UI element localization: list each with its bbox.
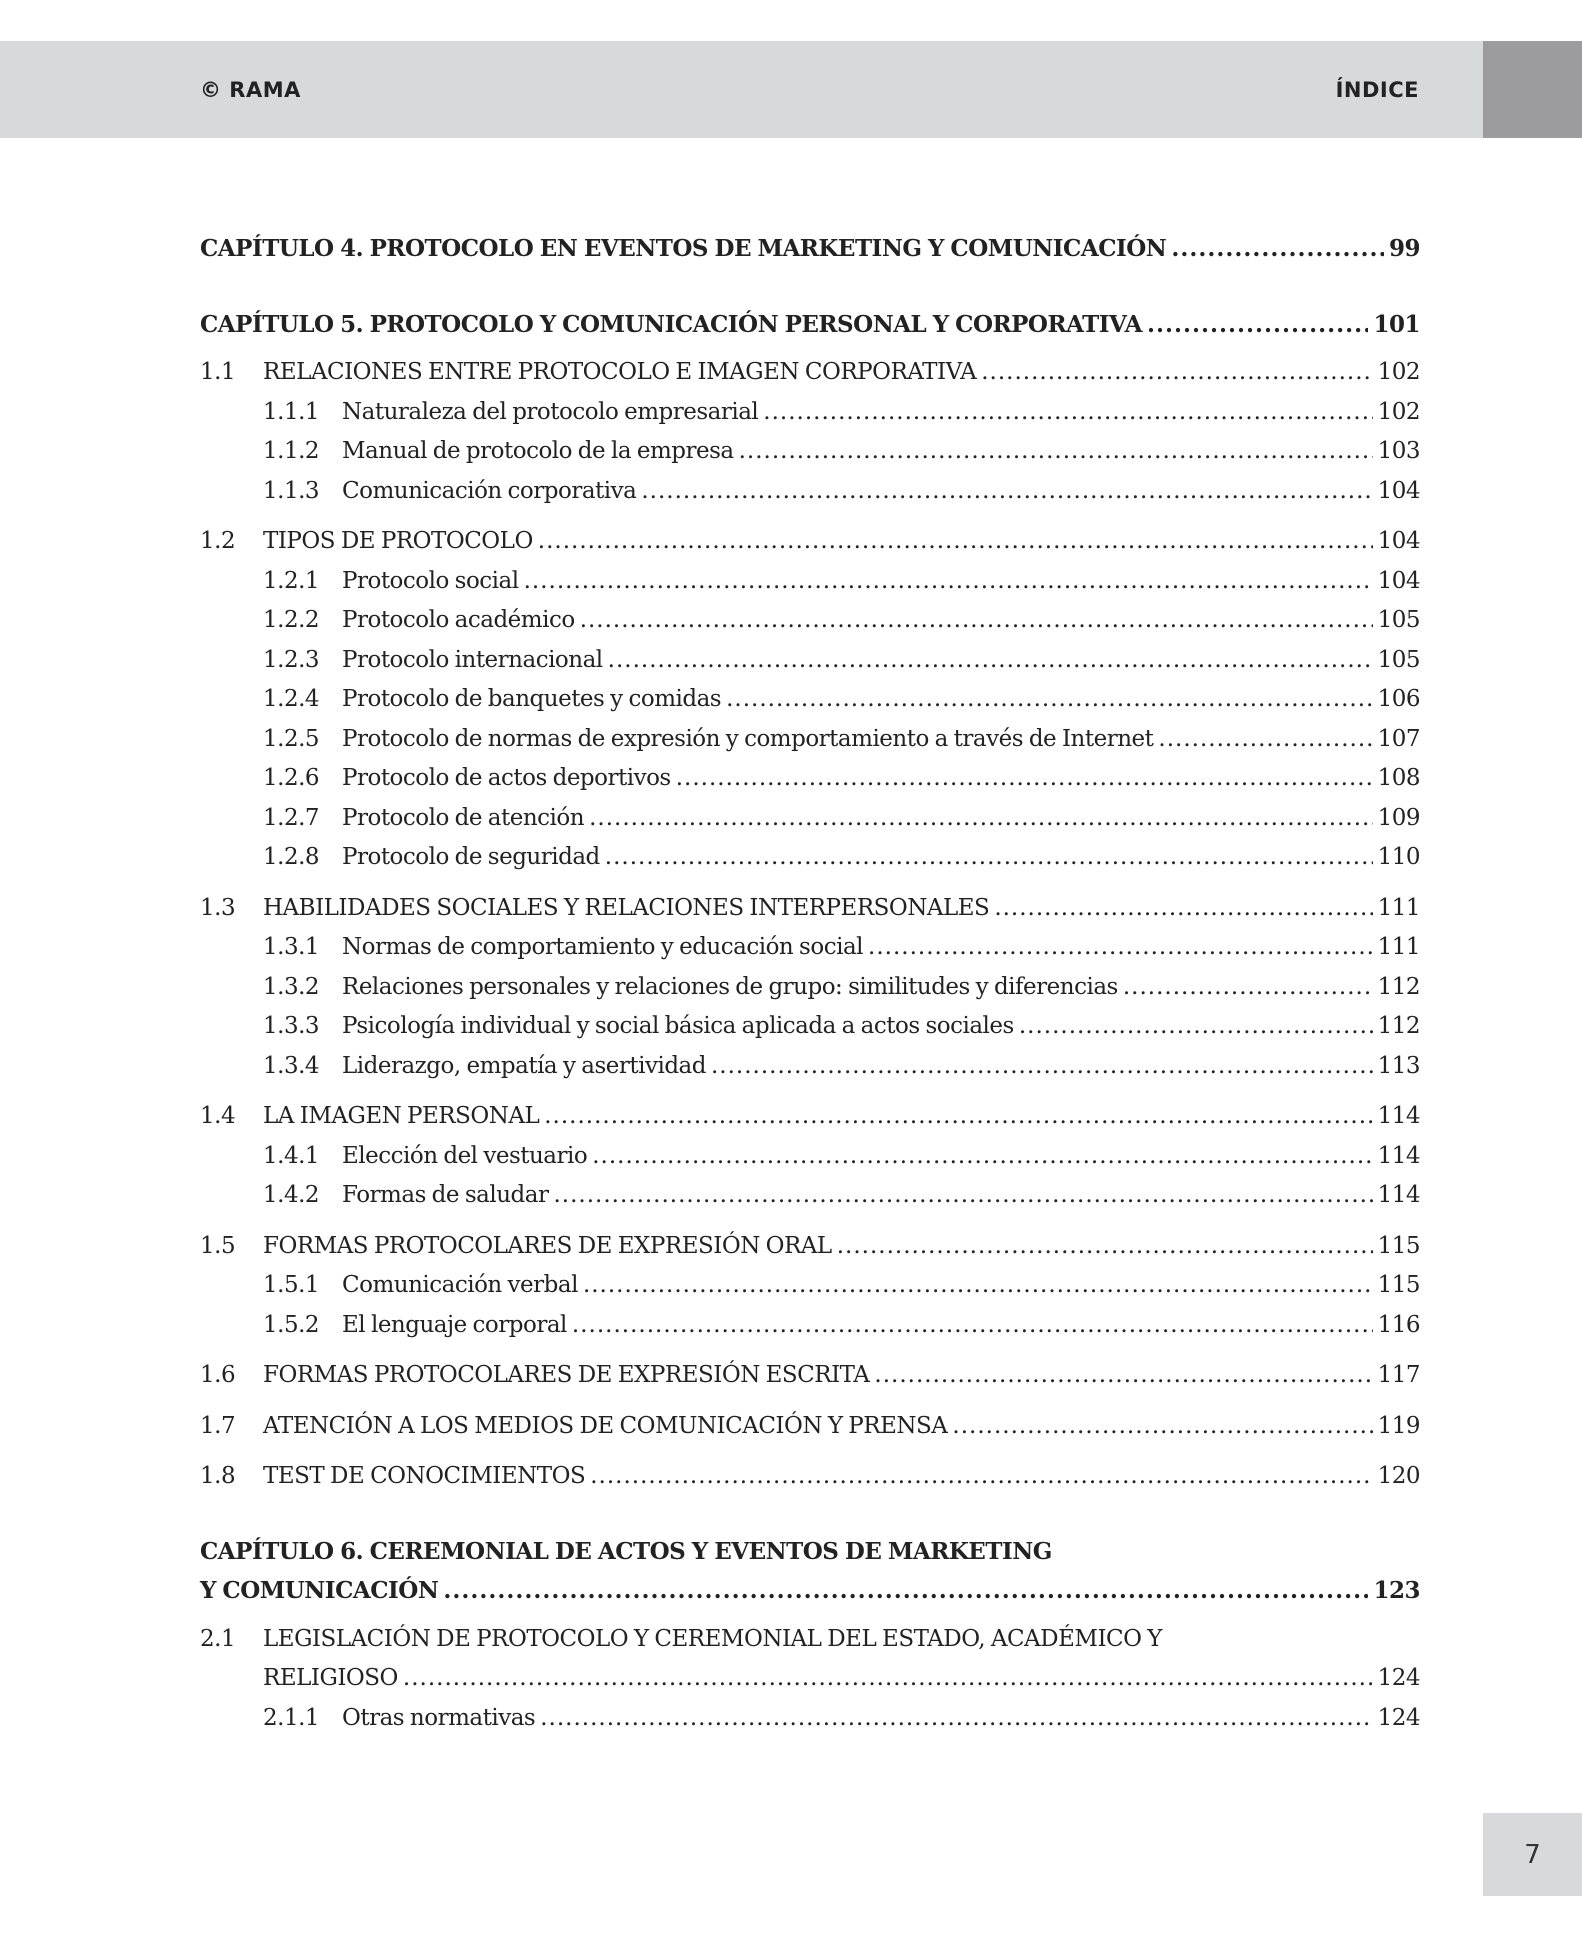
toc-title: Otras normativas <box>342 1704 536 1731</box>
toc-number: 1.4.1 <box>263 1142 320 1169</box>
toc-number: 1.4 <box>200 1103 236 1129</box>
toc-title: Naturaleza del protocolo empresarial <box>342 398 759 425</box>
toc-leader <box>572 1306 1373 1344</box>
toc-title: CAPÍTULO 4. PROTOCOLO EN EVENTOS DE MARKETING Y COMUNICACIÓN <box>200 235 1167 262</box>
toc-chapter-continued[interactable] <box>200 1572 1420 1612</box>
toc-title: TEST DE CONOCIMIENTOS <box>263 1463 586 1489</box>
toc-page: 110 <box>1377 844 1420 870</box>
toc-number: 1.1.1 <box>263 398 320 425</box>
toc-subsection[interactable] <box>200 928 1420 968</box>
toc-leader <box>1019 1007 1373 1045</box>
toc-number: 1.5.2 <box>263 1311 320 1338</box>
toc-leader <box>524 562 1373 600</box>
toc-page: 105 <box>1377 646 1420 673</box>
toc-leader <box>538 522 1373 560</box>
toc-page: 106 <box>1377 686 1420 712</box>
toc-number: 1.1.2 <box>263 438 320 464</box>
toc-section[interactable] <box>200 353 1420 393</box>
toc-page: 115 <box>1377 1232 1420 1259</box>
toc-number: 1.4.2 <box>263 1182 320 1208</box>
toc-page: 114 <box>1377 1103 1420 1129</box>
toc-title-line2: Y COMUNICACIÓN <box>200 1577 439 1604</box>
toc-number: 1.3.2 <box>263 973 320 1000</box>
toc-number: 1.1 <box>200 359 236 385</box>
toc-page: 115 <box>1377 1272 1420 1298</box>
toc-page: 120 <box>1377 1463 1420 1489</box>
toc-leader <box>837 1227 1373 1265</box>
toc-chapter[interactable] <box>200 1533 1420 1573</box>
toc-leader <box>874 1356 1372 1394</box>
toc-leader <box>589 799 1373 837</box>
toc-subsection[interactable] <box>200 680 1420 720</box>
toc-leader <box>1171 230 1384 268</box>
toc-title: Protocolo de banquetes y comidas <box>342 686 722 712</box>
toc-page: 107 <box>1377 725 1420 752</box>
toc-subsection[interactable] <box>200 432 1420 472</box>
toc-number: 1.3 <box>200 894 236 921</box>
toc-number: 1.2.3 <box>263 646 320 673</box>
toc-subsection[interactable] <box>200 1137 1420 1177</box>
toc-section[interactable] <box>200 1620 1420 1660</box>
toc-subsection[interactable] <box>200 968 1420 1008</box>
toc-leader <box>676 759 1373 797</box>
toc-number: 1.6 <box>200 1362 236 1388</box>
toc-subsection[interactable] <box>200 601 1420 641</box>
toc-page: 99 <box>1388 235 1420 262</box>
toc-page: 102 <box>1377 359 1420 385</box>
toc-number: 1.2.4 <box>263 686 320 712</box>
toc-number: 1.2.7 <box>263 804 320 831</box>
toc-number: 2.1.1 <box>263 1704 320 1731</box>
toc-title-line1: LEGISLACIÓN DE PROTOCOLO Y CEREMONIAL DEL ESTADO, ACADÉMICO Y <box>263 1625 1162 1652</box>
toc-leader <box>739 432 1373 470</box>
toc-title: Protocolo de seguridad <box>342 844 600 870</box>
toc-leader <box>443 1572 1368 1610</box>
toc-page: 111 <box>1377 934 1420 960</box>
toc-leader <box>553 1176 1372 1214</box>
toc-leader <box>540 1699 1372 1737</box>
toc-section[interactable] <box>200 1407 1420 1447</box>
toc-title: Comunicación corporativa <box>342 477 637 504</box>
toc-title: Comunicación verbal <box>342 1272 578 1298</box>
toc-leader <box>1123 968 1373 1006</box>
toc-page: 109 <box>1377 804 1420 831</box>
toc-number: 1.5.1 <box>263 1272 320 1298</box>
toc-number: 1.3.3 <box>263 1013 320 1039</box>
toc-number: 1.8 <box>200 1463 236 1489</box>
toc-subsection[interactable] <box>200 562 1420 602</box>
toc-title: HABILIDADES SOCIALES Y RELACIONES INTERPERSONALES <box>263 894 990 921</box>
toc-title: RELACIONES ENTRE PROTOCOLO E IMAGEN CORPORATIVA <box>263 359 977 385</box>
toc-leader <box>641 472 1372 510</box>
toc-page: 114 <box>1377 1142 1420 1169</box>
toc-number: 1.2.2 <box>263 607 320 633</box>
toc-leader <box>605 838 1373 876</box>
toc-title: Protocolo de normas de expresión y comportamiento a través de Internet <box>342 725 1154 752</box>
toc-title: CAPÍTULO 5. PROTOCOLO Y COMUNICACIÓN PERSONAL Y CORPORATIVA <box>200 310 1142 338</box>
toc-section[interactable] <box>200 1356 1420 1396</box>
toc-title: Psicología individual y social básica aplicada a actos sociales <box>342 1013 1014 1039</box>
toc-section[interactable] <box>200 1227 1420 1267</box>
toc-number: 1.7 <box>200 1412 236 1439</box>
toc-leader <box>580 601 1373 639</box>
toc-leader <box>403 1659 1373 1697</box>
toc-page: 112 <box>1377 973 1420 1000</box>
toc-page: 104 <box>1377 528 1420 554</box>
table-of-contents <box>200 230 1420 1738</box>
toc-title: Liderazgo, empatía y asertividad <box>342 1052 706 1079</box>
toc-leader <box>763 393 1372 431</box>
toc-title: Normas de comportamiento y educación social <box>342 934 864 960</box>
toc-leader <box>583 1266 1373 1304</box>
toc-leader <box>592 1137 1372 1175</box>
toc-number: 1.2.1 <box>263 567 320 594</box>
toc-number: 1.2.6 <box>263 765 320 791</box>
toc-subsection[interactable] <box>200 472 1420 512</box>
toc-subsection[interactable] <box>200 799 1420 839</box>
toc-leader <box>544 1097 1372 1135</box>
toc-page: 105 <box>1377 607 1420 633</box>
toc-title-line2: RELIGIOSO <box>263 1665 398 1691</box>
toc-leader <box>1147 306 1369 344</box>
toc-leader <box>868 928 1373 966</box>
header-tab <box>1483 41 1582 138</box>
toc-section-continued[interactable] <box>200 1659 1420 1699</box>
toc-title: ATENCIÓN A LOS MEDIOS DE COMUNICACIÓN Y PRENSA <box>263 1412 948 1439</box>
toc-number: 1.1.3 <box>263 477 320 504</box>
toc-number: 1.2.8 <box>263 844 320 870</box>
toc-page: 112 <box>1377 1013 1420 1039</box>
toc-leader <box>981 353 1372 391</box>
toc-title: Manual de protocolo de la empresa <box>342 438 734 464</box>
toc-section[interactable] <box>200 1097 1420 1137</box>
toc-title-line1: CAPÍTULO 6. CEREMONIAL DE ACTOS Y EVENTOS DE MARKETING <box>200 1537 1052 1565</box>
toc-title: Relaciones personales y relaciones de grupo: similitudes y diferencias <box>342 973 1118 1000</box>
section-label: ÍNDICE <box>1335 78 1419 102</box>
toc-page: 111 <box>1377 894 1420 921</box>
toc-number: 1.5 <box>200 1232 236 1259</box>
toc-page: 119 <box>1377 1412 1420 1439</box>
toc-title: Protocolo de actos deportivos <box>342 765 671 791</box>
toc-section[interactable] <box>200 889 1420 929</box>
toc-number: 2.1 <box>200 1625 236 1652</box>
toc-subsection[interactable] <box>200 838 1420 878</box>
toc-subsection[interactable] <box>200 720 1420 760</box>
toc-leader <box>608 641 1373 679</box>
toc-number: 1.2 <box>200 528 236 554</box>
toc-title: FORMAS PROTOCOLARES DE EXPRESIÓN ESCRITA <box>263 1362 870 1388</box>
toc-leader <box>590 1457 1372 1495</box>
toc-page: 103 <box>1377 438 1420 464</box>
toc-chapter[interactable] <box>200 230 1420 270</box>
toc-page: 102 <box>1377 398 1420 425</box>
toc-page: 117 <box>1377 1362 1420 1388</box>
toc-page: 116 <box>1377 1311 1420 1338</box>
toc-title: Formas de saludar <box>342 1182 549 1208</box>
toc-subsection[interactable] <box>200 1007 1420 1047</box>
toc-page: 104 <box>1377 477 1420 504</box>
page-number: 7 <box>1524 1840 1541 1870</box>
toc-title: Protocolo social <box>342 567 519 594</box>
toc-page: 108 <box>1377 765 1420 791</box>
toc-leader <box>726 680 1372 718</box>
toc-chapter[interactable] <box>200 306 1420 346</box>
publisher-label: © RAMA <box>200 78 301 102</box>
toc-subsection[interactable] <box>200 1176 1420 1216</box>
toc-title: Protocolo de atención <box>342 804 585 831</box>
toc-page: 114 <box>1377 1182 1420 1208</box>
toc-subsection[interactable] <box>200 641 1420 681</box>
toc-subsection[interactable] <box>200 759 1420 799</box>
toc-title: TIPOS DE PROTOCOLO <box>263 528 533 554</box>
toc-page: 101 <box>1373 310 1420 338</box>
toc-page: 113 <box>1377 1052 1420 1079</box>
toc-leader <box>711 1047 1373 1085</box>
toc-section[interactable] <box>200 522 1420 562</box>
toc-title: FORMAS PROTOCOLARES DE EXPRESIÓN ORAL <box>263 1232 832 1259</box>
toc-subsection[interactable] <box>200 1306 1420 1346</box>
toc-leader <box>1158 720 1372 758</box>
toc-subsection[interactable] <box>200 1047 1420 1087</box>
toc-subsection[interactable] <box>200 1266 1420 1306</box>
toc-leader <box>994 889 1372 927</box>
toc-page: 123 <box>1373 1577 1420 1604</box>
toc-title: Elección del vestuario <box>342 1142 588 1169</box>
toc-title: El lenguaje corporal <box>342 1311 567 1338</box>
toc-title: Protocolo académico <box>342 607 575 633</box>
toc-number: 1.2.5 <box>263 725 320 752</box>
toc-title: LA IMAGEN PERSONAL <box>263 1103 540 1129</box>
toc-section[interactable] <box>200 1457 1420 1497</box>
toc-page: 124 <box>1377 1665 1420 1691</box>
toc-subsection[interactable] <box>200 1699 1420 1739</box>
toc-leader <box>952 1407 1372 1445</box>
toc-title: Protocolo internacional <box>342 646 603 673</box>
toc-number: 1.3.1 <box>263 934 320 960</box>
toc-subsection[interactable] <box>200 393 1420 433</box>
toc-page: 124 <box>1377 1704 1420 1731</box>
toc-page: 104 <box>1377 567 1420 594</box>
toc-number: 1.3.4 <box>263 1052 320 1079</box>
